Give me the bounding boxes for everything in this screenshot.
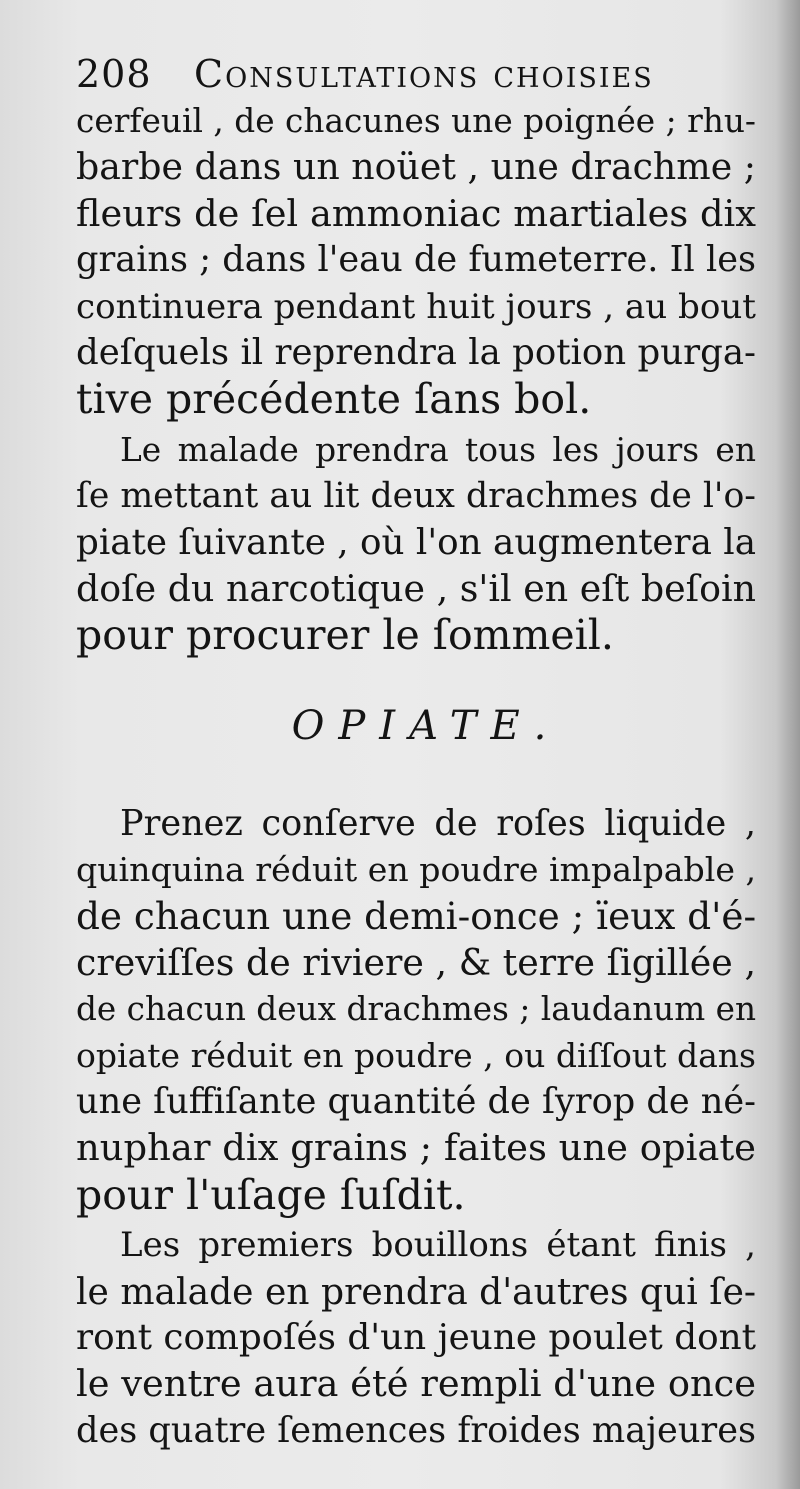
- text-line: deſquels il reprendra la potion purga-: [76, 331, 756, 373]
- paragraph-1: [76, 98, 756, 423]
- text-line: continuera pendant huit jours , au bout: [76, 286, 756, 327]
- text-line: pour l'uſage ſuſdit.: [76, 1170, 466, 1219]
- text-line: le malade en prendra d'autres qui ſe-: [76, 1270, 757, 1313]
- text-line: opiate réduit en poudre , ou diſſout dans: [76, 1035, 756, 1075]
- text-line: pour procurer le ſommeil.: [76, 611, 614, 660]
- text-line: barbe dans un noüet , une drachme ;: [76, 145, 756, 189]
- text-line: creviſſes de riviere , & terre ſigillée ,: [76, 940, 756, 984]
- text-line: fleurs de ſel ammoniac martiales dix: [76, 191, 756, 235]
- text-line: ſe mettant au lit deux drachmes de l'o-: [76, 476, 756, 517]
- text-line: Prenez conſerve de roſes liquide ,: [120, 802, 756, 844]
- page-number: 208: [76, 52, 152, 96]
- text-line: ront compoſés d'un jeune poulet dont: [76, 1316, 756, 1358]
- text-line: grains ; dans l'eau de fumeterre. Il les: [76, 239, 756, 281]
- text-line: quinquina réduit en poudre impalpable ,: [76, 850, 757, 890]
- text-line: des quatre ſemences froides majeures: [76, 1409, 757, 1451]
- paragraph-4: [76, 1222, 756, 1454]
- text-line: nuphar dix grains ; faites une opiate: [76, 1126, 756, 1170]
- text-line: tive précédente ſans bol.: [76, 375, 592, 424]
- text-line: Le malade prendra tous les jours en: [120, 430, 756, 469]
- text-line: le ventre aura été rempli d'une once: [76, 1362, 756, 1406]
- running-head: [76, 52, 756, 96]
- text-line: Les premiers bouillons étant finis ,: [120, 1225, 756, 1266]
- paragraph-3: [76, 801, 756, 1219]
- paragraph-2: [76, 427, 756, 659]
- text-line: piate ſuivante , où l'on augmentera la: [76, 521, 756, 563]
- text-line: une ſuffiſante quantité de ſyrop de né-: [76, 1081, 757, 1123]
- text-line: cerfeuil , de chacunes une poignée ; rhu-: [76, 102, 756, 140]
- page-text-block: [76, 52, 756, 1454]
- running-title: Consultations choisies: [194, 52, 654, 96]
- text-line: de chacun une demi-once ; ïeux d'é-: [76, 894, 757, 939]
- text-line: de chacun deux drachmes ; laudanum en: [76, 990, 756, 1029]
- text-line: doſe du narcotique , s'il en eſt beſoin: [76, 566, 756, 610]
- section-heading: OPIATE.: [291, 702, 561, 749]
